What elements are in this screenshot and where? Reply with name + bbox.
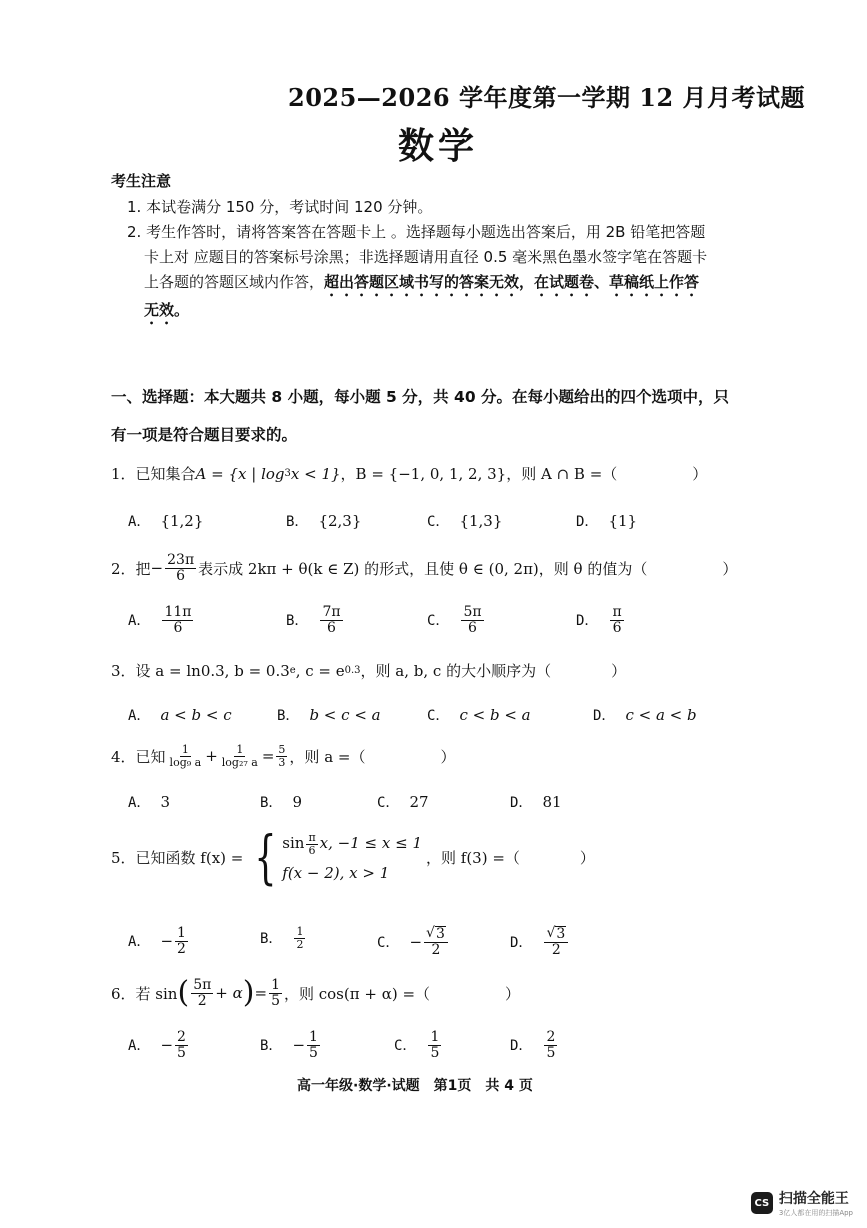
option-fraction [610,605,623,635]
option-fraction [461,605,483,635]
q5-prefix: 5．已知函数 f(x) = [111,848,244,867]
q2-fraction [165,553,196,583]
q5-sin: sin [282,834,305,852]
q2-minus: − [150,559,164,578]
option-fraction [175,1030,188,1060]
option-letter: D． [593,708,616,724]
q4-f1-num: 1 [181,743,189,756]
question-1 [111,463,707,484]
option-num: 11π [164,604,192,620]
q5-line-1 [282,832,422,856]
option-fraction [294,926,305,950]
q1-log-base: 3 [284,468,291,479]
q6-r-den: 5 [271,992,280,1009]
q1-prefix: 1．已知集合 [111,465,196,483]
q1-set-b: ，B = {−1, 0, 1, 2, 3} [340,465,507,483]
option-letter: D． [510,795,533,811]
q2-option-b [286,605,345,635]
subject-title: 数学 [398,125,479,167]
q5-den: 6 [308,843,316,857]
q6-ask: ，则 cos(π + α) =（ ） [283,984,521,1003]
q5-ask: ，则 f(3) =（ ） [426,848,595,867]
option-value: c < a < b [625,706,697,724]
q3-text: 3．设 a = ln0.3, b = 0.3 [111,662,290,680]
right-paren-icon: ) [242,975,255,1011]
option-letter: D． [510,1038,533,1055]
q6-option-c [394,1030,443,1060]
question-5 [111,823,595,891]
option-letter: D． [576,613,599,630]
q3-text3: ，则 a, b, c 的大小顺序为（ ） [360,662,627,680]
option-den: 2 [296,937,304,951]
q4-option-a [128,792,170,812]
notice-item-1: 1. 本试卷满分 150 分，考试时间 120 分钟。 [127,198,433,216]
option-den: 6 [612,619,622,636]
option-letter: A． [128,708,151,724]
notice-item-2-line-3 [144,271,699,300]
q6-r-num: 1 [271,977,280,993]
option-den: 5 [177,1044,186,1061]
q5-option-a [128,926,190,956]
option-den: 5 [546,1044,556,1061]
q5-num: π [308,830,316,844]
q4-eq: = [261,747,275,766]
watermark-text [779,1188,853,1218]
option-fraction [307,1030,320,1060]
q3-exp-e: e [289,665,296,676]
option-num: 2 [177,1029,186,1045]
q6-eq: = [254,984,268,1003]
notice-heading: 考生注意 [111,172,172,190]
left-paren-icon: ( [177,975,190,1011]
option-value: {1,2} [160,512,204,530]
option-letter: B． [277,708,300,724]
option-letter: A． [128,1038,151,1055]
q2-den: 6 [176,567,186,584]
q4-f1-den: log₉ a [169,755,202,769]
q6-option-d [510,1030,559,1060]
option-letter: B． [286,613,309,630]
q6-option-b [260,1030,322,1060]
option-num: 1 [296,925,304,938]
q1-option-c [427,511,502,531]
q3-option-b [277,705,381,725]
option-value: {1,3} [459,512,503,530]
option-value: {1} [608,512,638,530]
option-value: 27 [409,793,429,811]
option-den: 6 [173,619,183,636]
q1-option-d [576,511,637,531]
option-fraction [428,1030,441,1060]
notice-emphasis-3: 无效。 [144,301,190,319]
option-fraction [544,926,568,957]
q3-option-d [593,705,697,725]
option-den: 2 [177,940,186,957]
option-sign: − [160,932,174,951]
option-letter: C． [427,708,450,724]
option-value: a < b < c [160,706,232,724]
option-letter: A． [128,795,151,811]
option-fraction [175,926,188,956]
option-num: 2 [546,1029,556,1045]
q2-option-a [128,605,195,635]
notice-item-2-line-4 [144,299,189,328]
q5-option-b [260,926,307,950]
option-num: 3 [556,926,566,942]
q4-option-d [510,792,562,812]
q3-option-a [128,705,232,725]
option-num: 7π [322,604,341,620]
option-letter: C． [394,1038,417,1055]
q4-prefix: 4．已知 [111,747,166,766]
watermark-tagline: 3亿人都在用的扫描App [778,1209,853,1217]
option-value: 9 [292,793,302,811]
option-letter: C． [427,613,450,630]
question-6 [111,975,521,1011]
option-fraction [424,926,448,957]
question-4 [111,744,455,768]
q3-exp-03: 0.3 [344,665,361,676]
notice-comma: ， [519,273,535,291]
q4-option-c [377,792,429,812]
option-letter: B． [260,1038,283,1055]
q5-line-1-rest: x, −1 ≤ x ≤ 1 [319,834,422,852]
q4-fraction-3 [276,744,287,768]
scanner-watermark [751,1188,853,1218]
notice-text: 上各题的答题区域内作答， [144,273,325,291]
q1-ask: ，则 A ∩ B =（ ） [506,465,708,483]
q1-set-a-rest: x < 1} [290,464,341,483]
option-letter: B． [286,514,309,530]
option-value: b < c < a [309,706,381,724]
option-value: c < b < a [459,706,531,724]
question-2 [111,553,737,583]
option-den: 6 [327,619,336,636]
notice-emphasis-2: 在试题卷、草稿纸上作答 [534,273,700,291]
option-den: 5 [430,1044,440,1061]
q2-prefix: 2．把 [111,559,151,578]
option-letter: C． [427,514,450,530]
q2-option-c [427,605,486,635]
watermark-name: 扫描全能王 [778,1191,849,1207]
notice-item-2-line-2: 卡上对 应题目的答案标号涂黑；非选择题请用直径 0.5 毫米黑色墨水签字笔在答题卡 [144,248,708,266]
q2-num: 23π [167,552,195,568]
q4-f2-den: log₂₇ a [221,755,258,769]
option-num: 1 [309,1029,318,1045]
sqrt-icon: √ 3 [424,926,448,943]
q6-prefix: 6．若 sin [111,984,178,1003]
option-den: 6 [468,619,477,636]
sqrt-icon: √ 3 [544,926,568,943]
question-3 [111,660,626,681]
left-brace-icon: { [254,823,277,891]
option-num: 1 [177,925,186,941]
q4-f2-num: 1 [236,743,244,756]
q2-text: 表示成 2kπ + θ(k ∈ Z) 的形式，且使 θ ∈ (0, 2π)，则 θ 的值为（ ） [198,559,738,578]
q3-option-c [427,705,531,725]
page-footer: 高一年级·数学·试题 第1页 共 4 页 [297,1078,533,1094]
option-fraction [544,1030,557,1060]
option-value: 3 [160,793,170,811]
option-sign: − [409,932,423,951]
option-den: 5 [309,1044,318,1061]
q6-inner-fraction [191,978,213,1008]
q5-piecewise [247,823,422,891]
q1-option-a [128,511,203,531]
q5-line-2: f(x − 2), x > 1 [282,864,390,883]
q3-text2: , c = e [295,661,345,680]
option-letter: C． [377,934,400,951]
q4-fraction-1 [168,744,204,768]
section-1-line-1: 一、选择题：本大题共 8 小题，每小题 5 分，共 40 分。在每小题给出的四个选项中，只 [111,388,730,406]
option-num: 3 [435,926,445,942]
option-letter: A． [128,514,151,530]
q1-option-b [286,511,361,531]
option-den: 2 [431,941,441,958]
q1-set-a: A = {x | log [195,464,285,483]
q5-fraction [306,832,317,856]
option-letter: A． [128,613,151,630]
option-sign: − [292,1036,306,1055]
option-fraction [320,605,342,635]
q5-option-d [510,926,570,957]
option-letter: C． [377,795,400,811]
option-den: 2 [551,941,561,958]
q5-option-c [377,926,450,957]
q4-f3-den: 3 [278,755,286,769]
option-value: 81 [542,793,562,811]
notice-item-2-line-1: 2. 考生作答时，请将答案答在答题卡上 。选择题每小题选出答案后，用 2B 铅笔把答题 [127,223,706,241]
q2-option-d [576,605,626,635]
exam-title: 2025—2026 学年度第一学期 12 月月考试题 [288,83,806,112]
q4-ask: ，则 a =（ ） [289,747,456,766]
cs-logo-icon: CS [751,1192,773,1214]
q5-piecewise-lines [282,832,422,882]
option-letter: D． [576,514,599,530]
q6-plus-alpha: + α [215,984,243,1003]
q6-in-num: 5π [193,977,212,993]
q4-plus: + [205,747,218,766]
notice-emphasis-1: 超出答题区域书写的答案无效 [324,273,520,291]
q4-fraction-2 [220,744,260,768]
option-sign: − [160,1036,174,1055]
option-num: π [612,604,622,620]
option-letter: D． [510,934,533,951]
q4-f3-num: 5 [278,743,286,756]
q6-option-a [128,1030,190,1060]
option-num: 5π [463,604,482,620]
q6-in-den: 2 [197,992,207,1009]
option-fraction [162,605,193,635]
option-letter: B． [260,795,283,811]
option-letter: B． [260,931,283,948]
q4-option-b [260,792,302,812]
q6-result-fraction [269,978,282,1008]
option-value: {2,3} [318,512,362,530]
option-letter: A． [128,934,151,951]
option-num: 1 [430,1029,440,1045]
section-1-line-2: 有一项是符合题目要求的。 [111,426,298,444]
